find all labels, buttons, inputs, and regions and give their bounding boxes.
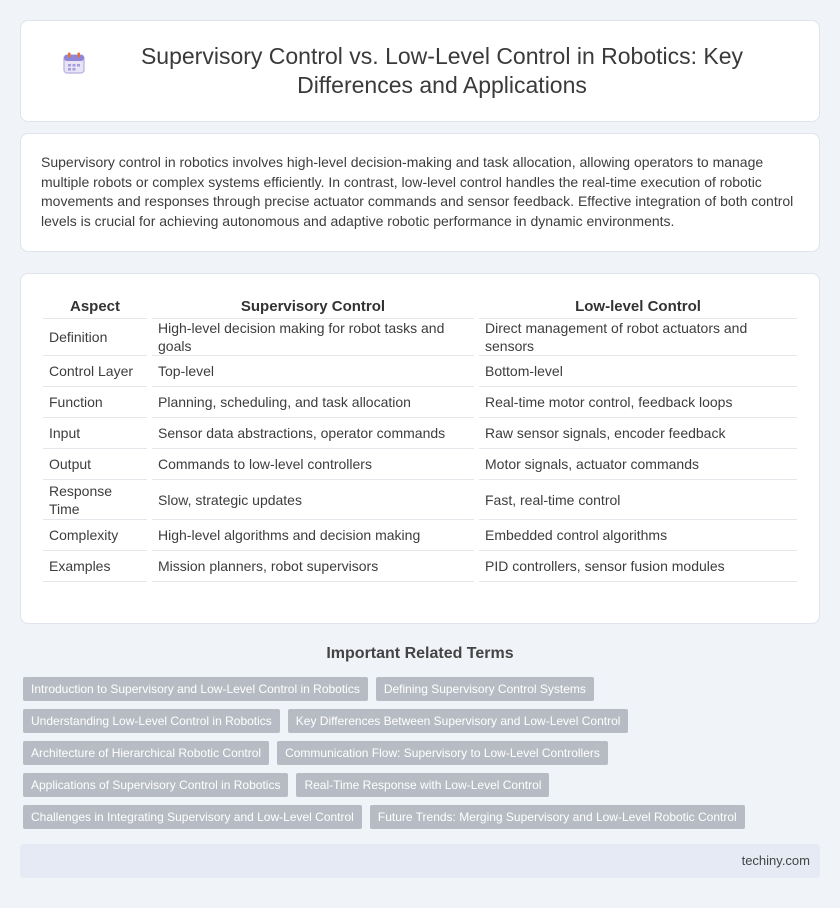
table-cell: Real-time motor control, feedback loops — [479, 387, 797, 418]
related-term-tag[interactable]: Communication Flow: Supervisory to Low-Level Controllers — [277, 741, 608, 765]
related-term-tag[interactable]: Future Trends: Merging Supervisory and Low-Level Robotic Control — [370, 805, 745, 829]
related-terms-title: Important Related Terms — [326, 645, 514, 662]
table-cell: Input — [43, 418, 147, 449]
footer-brand-link[interactable]: techiny.com — [741, 853, 810, 868]
table-row — [43, 319, 797, 356]
table-cell: High-level decision making for robot tasks and goals — [152, 319, 474, 356]
table-cell: Bottom-level — [479, 356, 797, 387]
table-cell: Function — [43, 387, 147, 418]
footer-bar — [20, 844, 820, 878]
table-cell: High-level algorithms and decision making — [152, 520, 474, 551]
header-supervisory: Supervisory Control — [152, 294, 474, 319]
table-cell: Sensor data abstractions, operator commands — [152, 418, 474, 449]
comparison-table-card — [20, 273, 820, 624]
table-cell: Examples — [43, 551, 147, 582]
intro-paragraph: Supervisory control in robotics involves high-level decision-making and task allocation, allowing operators to manage multiple robots or complex systems efficiently. In contrast, low-level control handles the real-time execution of robotic movements and responses through precise actuator commands and sensor feedback. Effective integration of both control levels is crucial for achieving autonomous and adaptive robotic performance in dynamic environments. — [41, 154, 794, 229]
table-cell: Definition — [43, 319, 147, 356]
calendar-icon — [61, 50, 87, 76]
table-cell: Motor signals, actuator commands — [479, 449, 797, 480]
table-cell: Commands to low-level controllers — [152, 449, 474, 480]
table-row — [43, 356, 797, 387]
table-row — [43, 418, 797, 449]
table-row — [43, 520, 797, 551]
table-row — [43, 551, 797, 582]
table-cell: Raw sensor signals, encoder feedback — [479, 418, 797, 449]
table-cell: Response Time — [43, 480, 147, 520]
table-cell: Control Layer — [43, 356, 147, 387]
table-cell: Mission planners, robot supervisors — [152, 551, 474, 582]
related-terms-list — [23, 677, 823, 837]
related-term-tag[interactable]: Real-Time Response with Low-Level Control — [296, 773, 549, 797]
table-row — [43, 480, 797, 520]
related-term-tag[interactable]: Key Differences Between Supervisory and Low-Level Control — [288, 709, 629, 733]
table-cell: Slow, strategic updates — [152, 480, 474, 520]
related-term-tag[interactable]: Introduction to Supervisory and Low-Level Control in Robotics — [23, 677, 368, 701]
related-term-tag[interactable]: Applications of Supervisory Control in Robotics — [23, 773, 288, 797]
table-cell: Complexity — [43, 520, 147, 551]
table-cell: PID controllers, sensor fusion modules — [479, 551, 797, 582]
related-term-tag[interactable]: Architecture of Hierarchical Robotic Control — [23, 741, 269, 765]
title-card — [20, 20, 820, 122]
table-row — [43, 387, 797, 418]
table-row — [43, 449, 797, 480]
table-cell: Planning, scheduling, and task allocation — [152, 387, 474, 418]
comparison-table — [38, 294, 802, 582]
intro-card — [20, 133, 820, 252]
page-title: Supervisory Control vs. Low-Level Control in Robotics: Key Differences and Applications — [140, 43, 744, 98]
header-low-level: Low-level Control — [479, 294, 797, 319]
related-term-tag[interactable]: Understanding Low-Level Control in Robotics — [23, 709, 280, 733]
related-term-tag[interactable]: Defining Supervisory Control Systems — [376, 677, 594, 701]
table-cell: Top-level — [152, 356, 474, 387]
table-header-row — [43, 294, 797, 319]
table-cell: Embedded control algorithms — [479, 520, 797, 551]
table-cell: Direct management of robot actuators and sensors — [479, 319, 797, 356]
related-term-tag[interactable]: Challenges in Integrating Supervisory and Low-Level Control — [23, 805, 362, 829]
header-aspect: Aspect — [43, 294, 147, 319]
table-cell: Fast, real-time control — [479, 480, 797, 520]
table-cell: Output — [43, 449, 147, 480]
